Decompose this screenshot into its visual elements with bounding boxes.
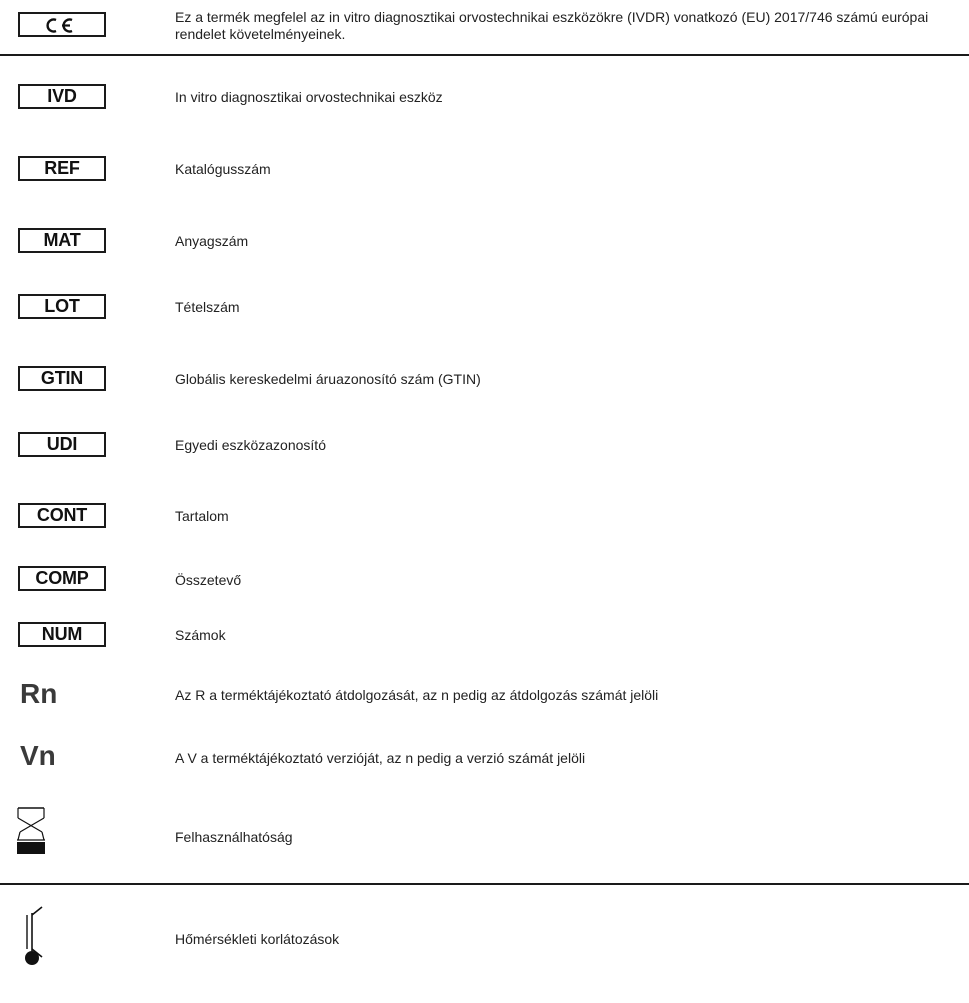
comp-symbol: COMP — [18, 566, 106, 591]
cont-symbol: CONT — [18, 503, 106, 528]
hourglass-icon — [16, 806, 46, 862]
row-description: A V a terméktájékoztató verzióját, az n pedig a verzió számát jelöli — [175, 750, 586, 766]
row-description: Egyedi eszközazonosító — [175, 437, 326, 453]
row-description: Tételszám — [175, 299, 240, 315]
row-description: Ez a termék megfelel az in vitro diagnosztikai orvostechnikai eszközökre (IVDR) vonatkozó (EU) 2017/746 számú európai rendelet követelményeinek. — [175, 9, 929, 42]
row-description: Globális kereskedelmi áruazonosító szám (GTIN) — [175, 371, 481, 387]
vn-symbol: Vn — [20, 740, 56, 771]
row-divider — [0, 883, 969, 885]
ref-symbol: REF — [18, 156, 106, 181]
rn-symbol: Rn — [20, 678, 58, 709]
row-description: Az R a terméktájékoztató átdolgozását, az n pedig az átdolgozás számát jelöli — [175, 687, 659, 703]
row-description: Felhasználhatóság — [175, 829, 293, 845]
row-description: Tartalom — [175, 508, 229, 524]
ce-mark-icon — [18, 12, 106, 37]
row-description: Anyagszám — [175, 233, 249, 249]
row-description: Hőmérsékleti korlátozások — [175, 931, 340, 947]
lot-symbol: LOT — [18, 294, 106, 319]
mat-symbol: MAT — [18, 228, 106, 253]
ce-mark-glyph — [20, 15, 104, 36]
num-symbol: NUM — [18, 622, 106, 647]
ivd-symbol: IVD — [18, 84, 106, 109]
row-description: Katalógusszám — [175, 161, 271, 177]
udi-symbol: UDI — [18, 432, 106, 457]
gtin-symbol: GTIN — [18, 366, 106, 391]
row-description: In vitro diagnosztikai orvostechnikai eszköz — [175, 89, 443, 105]
row-description: Számok — [175, 627, 226, 643]
thermometer-icon — [18, 905, 48, 967]
row-divider — [0, 54, 969, 56]
row-description: Összetevő — [175, 572, 242, 588]
